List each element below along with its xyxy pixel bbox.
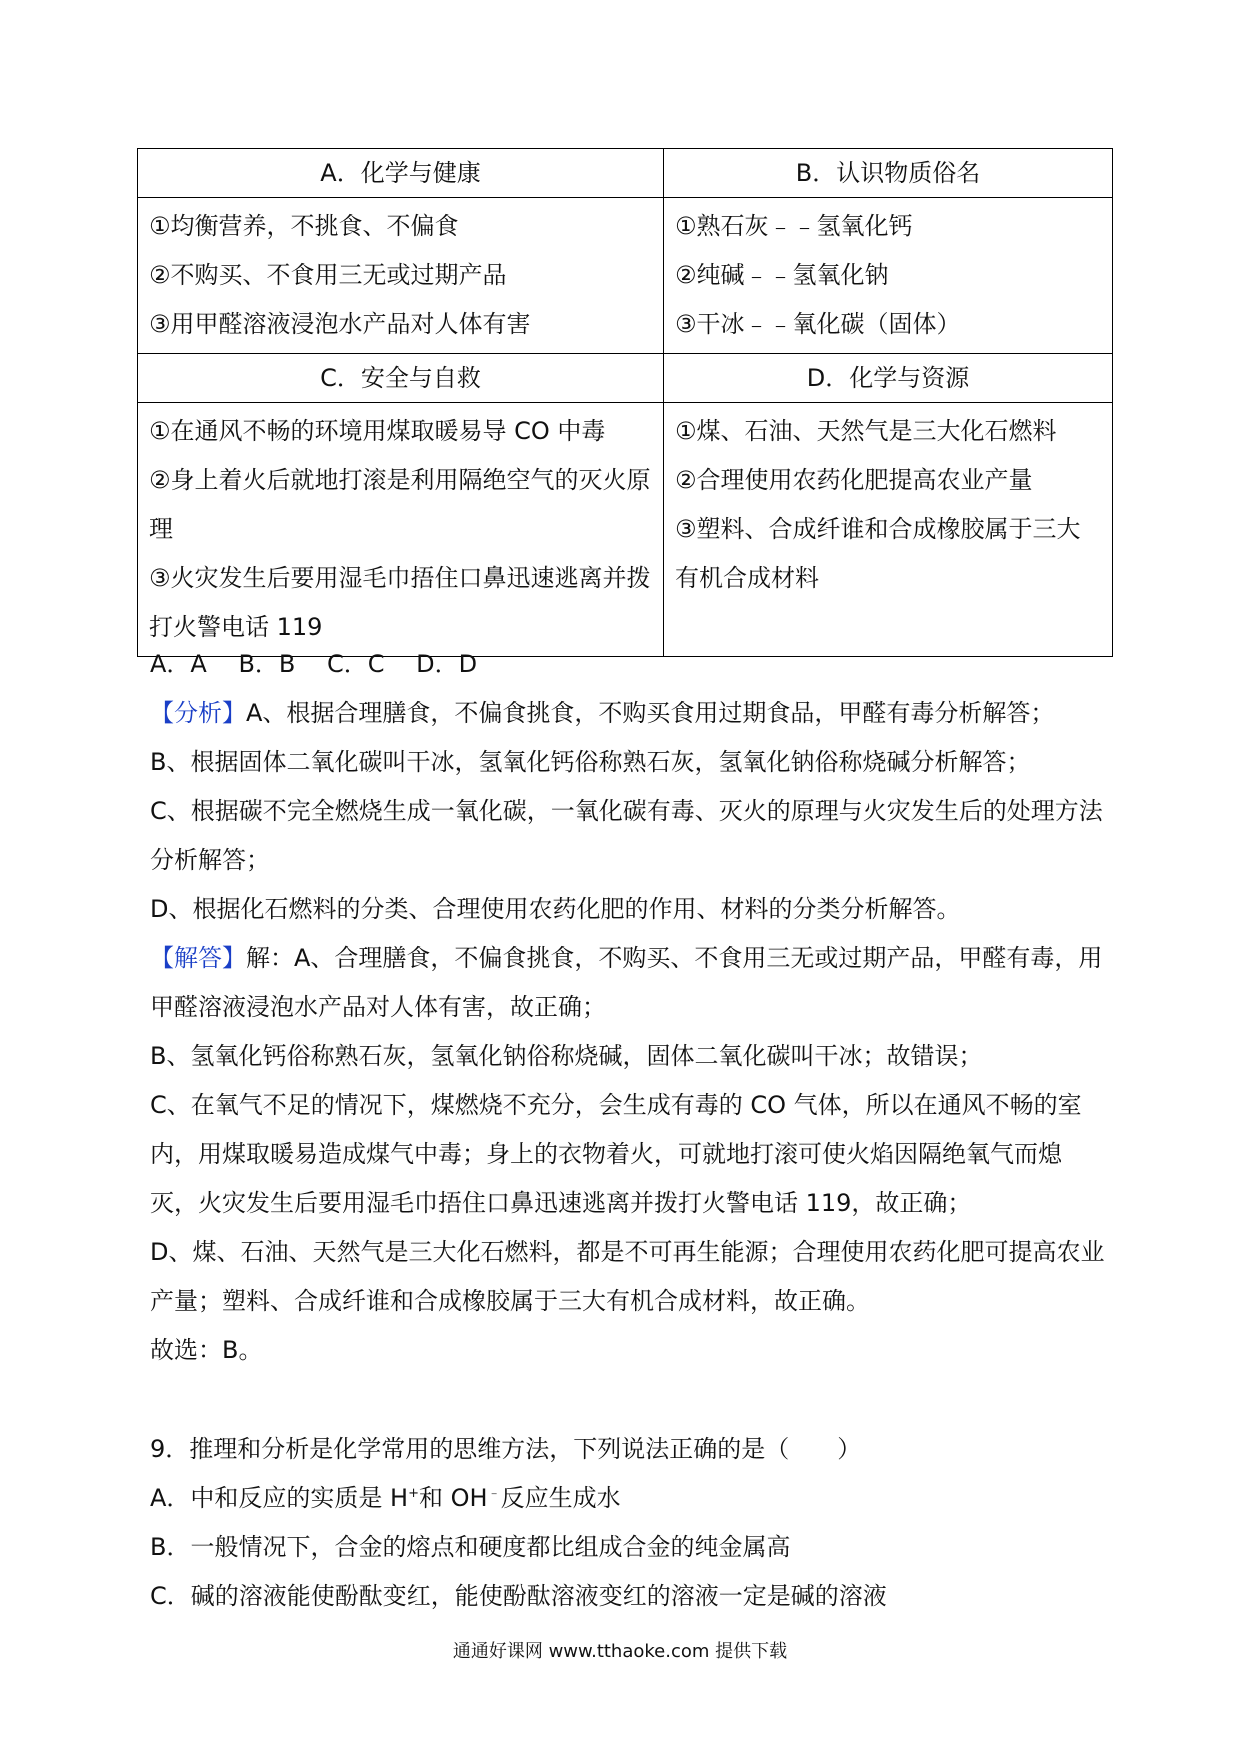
- cell-b-header: B．认识物质俗名: [664, 149, 1113, 198]
- answer-paragraph-a: [150, 934, 1105, 1032]
- cell-c-line-1: ①在通风不畅的环境用煤取暖易导 CO 中毒: [149, 417, 606, 445]
- cell-d-header: D．化学与资源: [664, 354, 1113, 403]
- answer-line-d: D、煤、石油、天然气是三大化石燃料，都是不可再生能源；合理使用农药化肥可提高农业产量；塑料、合成纤谁和合成橡胶属于三大有机合成材料，故正确。: [150, 1238, 1105, 1315]
- cell-b-line-2: ②纯碱﹣﹣氢氧化钠: [675, 261, 889, 289]
- cell-a-line-1: ①均衡营养，不挑食、不偏食: [149, 212, 459, 240]
- answer-line-a: 解：A、合理膳食，不偏食挑食，不购买、不食用三无或过期产品，甲醛有毒，用甲醛溶液浸泡水产品对人体有害，故正确；: [150, 944, 1103, 1021]
- question-9-stem: 9．推理和分析是化学常用的思维方法，下列说法正确的是（ ）: [150, 1435, 862, 1463]
- cell-a-line-2: ②不购买、不食用三无或过期产品: [149, 261, 507, 289]
- analysis-tag: 【分析】: [150, 699, 246, 727]
- analysis-paragraph-a: [150, 689, 1105, 738]
- cell-b-line-3: ③干冰﹣﹣氧化碳（固体）: [675, 310, 961, 338]
- choice-table: [137, 148, 1113, 657]
- cell-a-line-3: ③用甲醛溶液浸泡水产品对人体有害: [149, 310, 531, 338]
- cell-c-header: C．安全与自救: [138, 354, 664, 403]
- answer-choice: 故选：B。: [150, 1336, 263, 1364]
- cell-d-line-2: ②合理使用农药化肥提高农业产量: [675, 466, 1033, 494]
- cell-d-line-3: ③塑料、合成纤谁和合成橡胶属于三大有机合成材料: [675, 515, 1081, 592]
- cell-a-body: [138, 198, 664, 354]
- option-a-text-3: 反应生成水: [500, 1484, 621, 1512]
- analysis-line-b: B、根据固体二氧化碳叫干冰，氢氧化钙俗称熟石灰，氢氧化钠俗称烧碱分析解答；: [150, 748, 1031, 776]
- cell-a-header: A．化学与健康: [138, 149, 664, 198]
- option-a-sup-plus: +: [408, 1486, 419, 1501]
- question-9-option-c: C．碱的溶液能使酚酞变红，能使酚酞溶液变红的溶液一定是碱的溶液: [150, 1582, 887, 1610]
- answer-tag: 【解答】: [150, 944, 246, 972]
- option-a-sup-minus: ﹣: [487, 1486, 501, 1501]
- question-9: [150, 1425, 1105, 1621]
- solution-section: [150, 640, 1105, 1375]
- answer-line-c: C、在氧气不足的情况下，煤燃烧不充分，会生成有毒的 CO 气体，所以在通风不畅的室内，用煤取暖易造成煤气中毒；身上的衣物着火，可就地打滚可使火焰因隔绝氧气而熄灭，火灾发生后要用湿毛巾捂住口鼻迅速逃离并拨打火警电话 119，故正确；: [150, 1091, 1082, 1217]
- page-footer: 通通好课网 www.tthaoke.com 提供下载: [452, 1641, 788, 1662]
- cell-c-line-2: ②身上着火后就地打滚是利用隔绝空气的灭火原理: [149, 466, 651, 543]
- cell-d-body: [664, 403, 1113, 657]
- analysis-line-d: D、根据化石燃料的分类、合理使用农药化肥的作用、材料的分类分析解答。: [150, 895, 961, 923]
- answer-line-b: B、氢氧化钙俗称熟石灰，氢氧化钠俗称烧碱，固体二氧化碳叫干冰；故错误；: [150, 1042, 983, 1070]
- question-9-option-b: B．一般情况下，合金的熔点和硬度都比组成合金的纯金属高: [150, 1533, 791, 1561]
- analysis-line-c: C、根据碳不完全燃烧生成一氧化碳，一氧化碳有毒、灭火的原理与火灾发生后的处理方法分析解答；: [150, 797, 1103, 874]
- cell-c-body: [138, 403, 664, 657]
- cell-c-line-3: ③火灾发生后要用湿毛巾捂住口鼻迅速逃离并拨打火警电话 119: [149, 564, 651, 641]
- option-a-text-1: A．中和反应的实质是 H: [150, 1484, 409, 1512]
- analysis-line-a: A、根据合理膳食，不偏食挑食，不购买食用过期食品，甲醛有毒分析解答；: [246, 699, 1055, 727]
- cell-d-line-1: ①煤、石油、天然气是三大化石燃料: [675, 417, 1057, 445]
- cell-b-line-1: ①熟石灰﹣﹣氢氧化钙: [675, 212, 913, 240]
- question-9-option-a: [150, 1474, 1105, 1523]
- cell-b-body: [664, 198, 1113, 354]
- answer-options: A．A B．B C．C D．D: [150, 650, 478, 678]
- option-a-text-2: 和 OH: [419, 1484, 488, 1512]
